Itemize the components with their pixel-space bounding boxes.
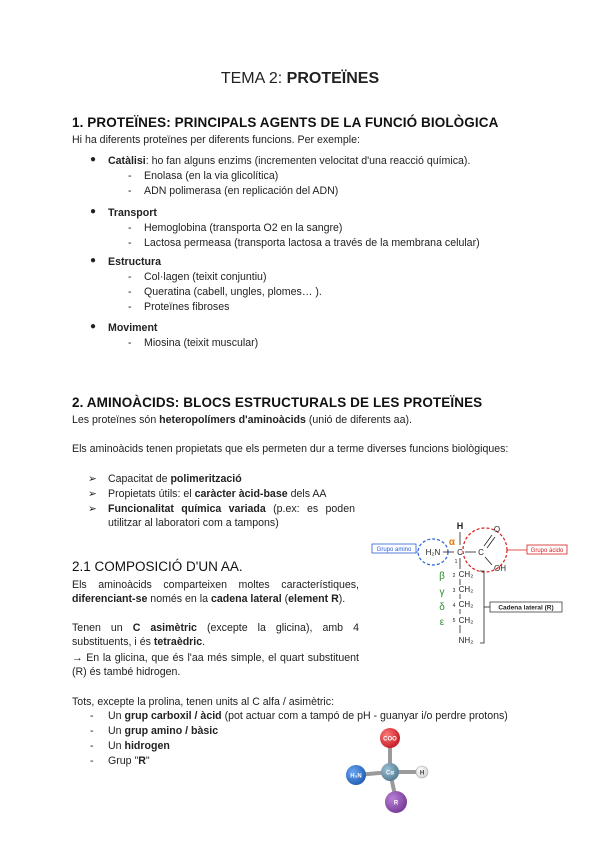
bullet-dot-icon: ● (90, 154, 97, 165)
bullet-dot-icon: ● (90, 206, 97, 217)
side-chain-label: Cadena lateral (R) (498, 604, 554, 612)
r-label: R (393, 800, 399, 807)
h3n-label: H₃N (350, 773, 362, 780)
section-2-intro: Les proteïnes són heteropolímers d'aminoàcids (unió de diferents aa). (72, 414, 412, 426)
amino-group-label: Grupo amino (376, 547, 412, 553)
bullet-dot-icon: ● (90, 255, 97, 266)
carbon-number: 4 (452, 603, 456, 609)
section-2-paragraph: Els aminoàcids tenen propietats que els permeten dur a terme diverses funcions biològiques: (72, 443, 509, 455)
carbon-number: 3 (452, 588, 456, 594)
bond-line (485, 557, 492, 565)
side-chain-bracket (480, 571, 484, 643)
carbon-number: 2 (452, 573, 456, 579)
composition-paragraph-1: Els aminoàcids comparteixen moltes característiques, diferenciant-se només en la cadena lateral (element R). (72, 579, 359, 605)
arrow-bullet-icon: ➢ (88, 473, 97, 485)
section-2-heading: 2. AMINOÀCIDS: BLOCS ESTRUCTURALS DE LES PROTEÏNES (72, 395, 483, 410)
ch2-group: CH₂ (458, 585, 474, 594)
epsilon-symbol: ε (439, 617, 445, 628)
ch2-group: CH₂ (458, 600, 474, 609)
acid-group-label: Grupo ácido (530, 548, 564, 554)
arrow-bullet-icon: ➢ (88, 503, 97, 515)
amino-acid-structure-diagram (370, 515, 575, 655)
gamma-symbol: γ (439, 587, 445, 598)
carbon-number: 1 (454, 559, 458, 565)
double-bond-line (487, 537, 495, 548)
amino-formula: H₂N (425, 548, 441, 557)
beta-symbol: β (439, 571, 445, 582)
carbon-number: 5 (452, 618, 456, 624)
double-bond-line (484, 535, 492, 546)
alpha-symbol: α (448, 537, 456, 548)
composition-paragraph-4: Tots, excepte la prolina, tenen units al C alfa / asimètric: (72, 696, 335, 708)
ca-label: Cα (385, 770, 395, 777)
delta-symbol: δ (439, 602, 445, 613)
bullet-dot-icon: ● (90, 321, 97, 332)
composition-paragraph-3: → En la glicina, que és l'aa més simple, el quart substituent (R) és també hidrogen. (72, 652, 359, 678)
ch2-group: CH₂ (458, 616, 474, 625)
coo-label: COO (383, 736, 397, 743)
section-2-1-heading: 2.1 COMPOSICIÓ D'UN AA. (72, 559, 243, 574)
side-chain-amino: NH₂ (458, 636, 474, 645)
ch2-group: CH₂ (458, 570, 474, 579)
alpha-hydrogen: H (456, 521, 464, 531)
carboxyl-carbon: C (478, 548, 484, 557)
hydroxyl-group: OH (494, 564, 506, 573)
h-label: H (419, 770, 425, 777)
alpha-carbon: C (457, 548, 463, 557)
carbonyl-oxygen: O (493, 525, 501, 534)
arrow-bullet-icon: ➢ (88, 488, 97, 500)
section-1-intro: Hi ha diferents proteïnes per diferents funcions. Per exemple: (72, 134, 360, 146)
composition-paragraph-2: Tenen un C asimètric (excepte la glicina), amb 4 substituents, i és tetraèdric. (72, 622, 359, 648)
page-title: TEMA 2: PROTEÏNES (220, 70, 380, 87)
section-1-heading: 1. PROTEÏNES: PRINCIPALS AGENTS DE LA FUNCIÓ BIOLÒGICA (72, 115, 499, 130)
ball-and-stick-model (338, 726, 438, 814)
